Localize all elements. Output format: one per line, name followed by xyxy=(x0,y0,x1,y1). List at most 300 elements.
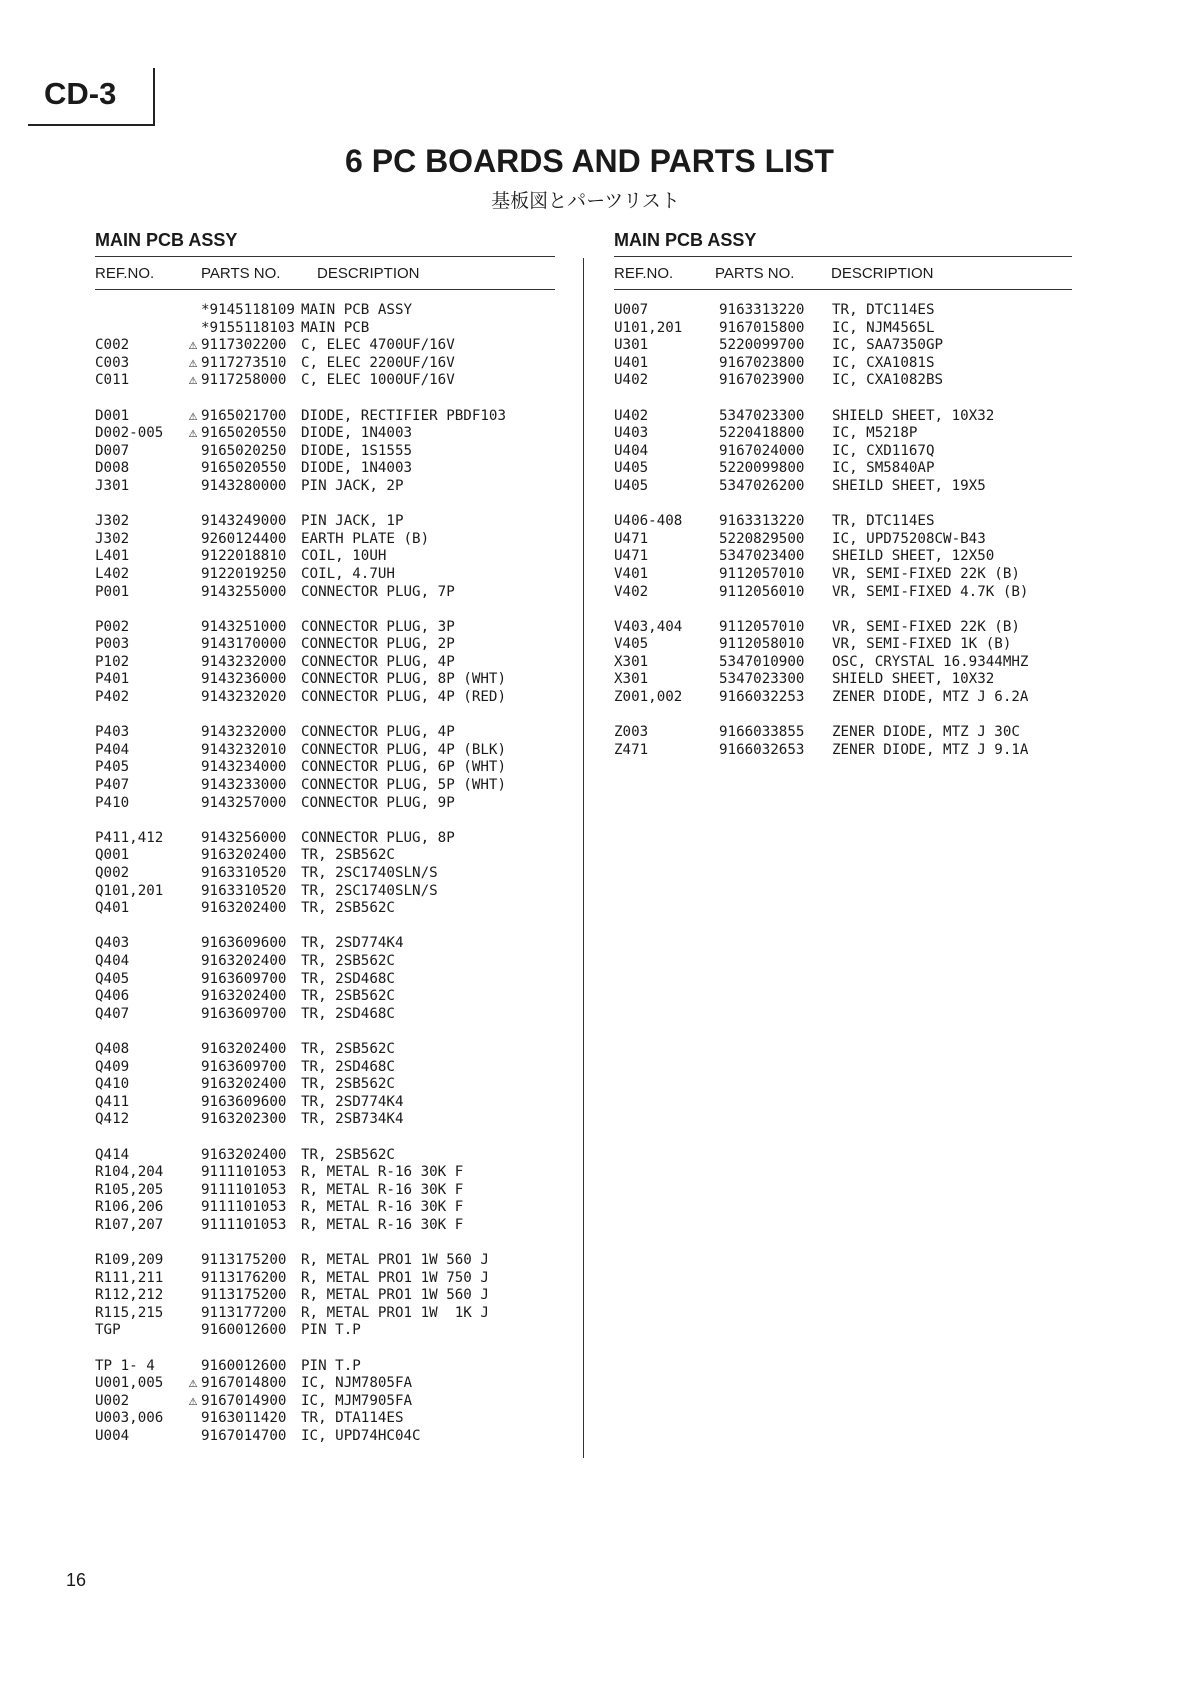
description-cell: TR, 2SD468C xyxy=(301,970,395,987)
table-row xyxy=(614,355,1072,373)
parts-group xyxy=(614,724,1072,759)
table-row xyxy=(95,302,555,320)
description-cell: TR, DTC114ES xyxy=(832,302,935,318)
table-row xyxy=(614,548,1072,566)
parts-no-cell: 9167023800 xyxy=(719,354,805,371)
safety-warning-icon xyxy=(185,654,201,672)
description-cell: CONNECTOR PLUG, 4P (RED) xyxy=(301,689,506,706)
table-row xyxy=(614,425,1072,443)
parts-no-cell: 9163202400 xyxy=(201,900,287,917)
parts-no-cell: 9167014900 xyxy=(201,1392,287,1409)
parts-no-cell: 9163609700 xyxy=(201,1005,287,1022)
page-subtitle-text: 基板図とパーツリスト xyxy=(491,190,680,212)
parts-no-cell: 9165021700 xyxy=(201,407,287,424)
parts-no-cell: 9167014800 xyxy=(201,1375,287,1392)
table-row xyxy=(95,1147,555,1165)
safety-warning-icon xyxy=(185,689,201,707)
ref-cell: U402 xyxy=(614,372,649,389)
ref-cell: U471 xyxy=(614,548,649,565)
ref-cell: V403,404 xyxy=(614,618,683,635)
parts-no-cell: 9163011420 xyxy=(201,1410,287,1427)
safety-warning-icon xyxy=(185,953,201,971)
ref-cell: U101,201 xyxy=(614,319,683,336)
parts-rows xyxy=(614,290,1072,759)
table-row xyxy=(95,1393,555,1411)
description-cell: R, METAL R-16 30K F xyxy=(301,1181,464,1198)
parts-no-cell: 9167014700 xyxy=(201,1428,287,1444)
table-row xyxy=(95,1059,555,1077)
ref-cell: Q409 xyxy=(95,1058,130,1075)
parts-no-cell: 9163609700 xyxy=(201,1058,287,1075)
section-title: MAIN PCB ASSY xyxy=(95,230,238,250)
ref-cell: V405 xyxy=(614,636,649,653)
ref-cell: P402 xyxy=(95,689,130,706)
ref-cell: U002 xyxy=(95,1392,130,1409)
ref-cell: Q405 xyxy=(95,970,130,987)
page-number: 16 xyxy=(66,1570,87,1590)
parts-no-cell: 9163609600 xyxy=(201,1093,287,1110)
ref-cell: P003 xyxy=(95,636,130,653)
safety-warning-icon xyxy=(185,548,201,566)
safety-warning-icon: ⚠ xyxy=(188,407,198,424)
table-row xyxy=(95,443,555,461)
parts-no-cell: 9163202400 xyxy=(201,1076,287,1093)
safety-warning-icon xyxy=(185,1182,201,1200)
ref-cell: D007 xyxy=(95,442,130,459)
parts-no-cell: 9113176200 xyxy=(201,1269,287,1286)
safety-warning-icon xyxy=(185,1164,201,1182)
ref-cell: Z471 xyxy=(614,741,649,758)
page-title-text: 6 PC BOARDS AND PARTS LIST xyxy=(345,143,834,179)
ref-cell: P410 xyxy=(95,794,130,811)
description-cell: IC, CXA1082BS xyxy=(832,372,944,389)
parts-no-cell: 9163202300 xyxy=(201,1111,287,1128)
table-row xyxy=(614,460,1072,478)
ref-cell: U301 xyxy=(614,337,649,354)
parts-no-cell: 9111101053 xyxy=(201,1164,287,1181)
safety-warning-icon xyxy=(185,619,201,637)
parts-no-cell: 9143249000 xyxy=(201,513,287,530)
description-cell: R, METAL PRO1 1W 1K J xyxy=(301,1304,489,1321)
parts-no-cell: 9165020550 xyxy=(201,460,287,477)
ref-cell: R105,205 xyxy=(95,1181,164,1198)
parts-no-cell: 9163202400 xyxy=(201,847,287,864)
safety-warning-icon xyxy=(185,531,201,549)
description-cell: CONNECTOR PLUG, 4P xyxy=(301,724,455,741)
ref-cell: R115,215 xyxy=(95,1304,164,1321)
ref-cell: U004 xyxy=(95,1428,130,1444)
parts-no-cell: 9112058010 xyxy=(719,636,805,653)
ref-cell: P404 xyxy=(95,741,130,758)
header-description: DESCRIPTION xyxy=(831,264,934,282)
header-description: DESCRIPTION xyxy=(317,264,420,282)
description-cell: DIODE, RECTIFIER PBDF103 xyxy=(301,407,506,424)
parts-no-cell: 5220418800 xyxy=(719,425,805,442)
table-row xyxy=(95,1375,555,1393)
ref-cell: J302 xyxy=(95,513,130,530)
description-cell: TR, 2SB562C xyxy=(301,1146,395,1163)
ref-cell: U471 xyxy=(614,530,649,547)
safety-warning-icon xyxy=(185,795,201,813)
table-row xyxy=(95,900,555,918)
parts-rows xyxy=(95,290,555,1446)
table-row xyxy=(614,408,1072,426)
description-cell: VR, SEMI-FIXED 1K (B) xyxy=(832,636,1012,653)
description-cell: DIODE, 1N4003 xyxy=(301,460,413,477)
description-cell: TR, 2SC1740SLN/S xyxy=(301,882,438,899)
parts-no-cell: 9111101053 xyxy=(201,1216,287,1233)
safety-warning-icon: ⚠ xyxy=(188,1375,198,1392)
table-row xyxy=(95,1199,555,1217)
ref-cell: Q407 xyxy=(95,1005,130,1022)
parts-group xyxy=(95,302,555,390)
description-cell: IC, UPD74HC04C xyxy=(301,1428,421,1444)
table-row xyxy=(614,513,1072,531)
parts-no-cell: 9167015800 xyxy=(719,319,805,336)
table-row xyxy=(95,883,555,901)
parts-no-cell: 9112057010 xyxy=(719,565,805,582)
table-row xyxy=(95,865,555,883)
description-cell: COIL, 10UH xyxy=(301,548,387,565)
parts-group xyxy=(614,408,1072,496)
ref-cell: Q401 xyxy=(95,900,130,917)
parts-no-cell: 9143255000 xyxy=(201,583,287,600)
safety-warning-icon xyxy=(185,1094,201,1112)
description-cell: MAIN PCB ASSY xyxy=(301,302,413,318)
table-row xyxy=(614,443,1072,461)
safety-warning-icon xyxy=(185,1076,201,1094)
table-row xyxy=(95,513,555,531)
ref-cell: Q414 xyxy=(95,1146,130,1163)
table-row xyxy=(95,408,555,426)
ref-cell: U001,005 xyxy=(95,1375,164,1392)
ref-cell: U405 xyxy=(614,460,649,477)
ref-cell: U403 xyxy=(614,425,649,442)
safety-warning-icon xyxy=(185,830,201,848)
description-cell: R, METAL PRO1 1W 560 J xyxy=(301,1287,489,1304)
table-row xyxy=(95,636,555,654)
table-row xyxy=(95,1358,555,1376)
safety-warning-icon xyxy=(185,460,201,478)
table-row xyxy=(614,636,1072,654)
ref-cell: Q412 xyxy=(95,1111,130,1128)
safety-warning-icon: ⚠ xyxy=(188,354,198,371)
safety-warning-icon xyxy=(185,724,201,742)
safety-warning-icon xyxy=(185,1059,201,1077)
column-headers xyxy=(95,257,555,289)
description-cell: CONNECTOR PLUG, 2P xyxy=(301,636,455,653)
page-title xyxy=(0,143,1191,180)
description-cell: TR, 2SB562C xyxy=(301,952,395,969)
parts-no-cell: 9163202400 xyxy=(201,1146,287,1163)
table-row xyxy=(95,372,555,390)
ref-cell: Z003 xyxy=(614,724,649,741)
table-row xyxy=(614,337,1072,355)
table-row xyxy=(95,1111,555,1129)
safety-warning-icon xyxy=(185,1358,201,1376)
table-row xyxy=(95,1270,555,1288)
parts-no-cell: 9113177200 xyxy=(201,1304,287,1321)
safety-warning-icon xyxy=(185,671,201,689)
description-cell: VR, SEMI-FIXED 4.7K (B) xyxy=(832,583,1029,600)
model-rule-vertical xyxy=(153,68,155,126)
safety-warning-icon xyxy=(185,935,201,953)
table-row xyxy=(95,460,555,478)
parts-list-left xyxy=(95,230,555,1463)
ref-cell: U404 xyxy=(614,442,649,459)
ref-cell: P405 xyxy=(95,759,130,776)
table-row xyxy=(95,795,555,813)
table-row xyxy=(614,478,1072,496)
parts-no-cell: 9163310520 xyxy=(201,882,287,899)
table-row xyxy=(614,302,1072,320)
safety-warning-icon: ⚠ xyxy=(188,337,198,354)
description-cell: CONNECTOR PLUG, 3P xyxy=(301,618,455,635)
ref-cell: J302 xyxy=(95,530,130,547)
table-row xyxy=(95,724,555,742)
ref-cell: Q404 xyxy=(95,952,130,969)
table-row xyxy=(95,566,555,584)
parts-no-cell: 9165020250 xyxy=(201,442,287,459)
description-cell: CONNECTOR PLUG, 8P (WHT) xyxy=(301,671,506,688)
table-row xyxy=(95,1041,555,1059)
parts-no-cell: 5347026200 xyxy=(719,477,805,494)
parts-no-cell: 9143232000 xyxy=(201,653,287,670)
description-cell: R, METAL PRO1 1W 560 J xyxy=(301,1252,489,1269)
table-row xyxy=(95,584,555,602)
parts-no-cell: 9113175200 xyxy=(201,1252,287,1269)
table-row xyxy=(95,847,555,865)
table-row xyxy=(614,671,1072,689)
parts-no-cell: 9143232020 xyxy=(201,689,287,706)
table-row xyxy=(614,654,1072,672)
safety-warning-icon xyxy=(185,1322,201,1340)
ref-cell: J301 xyxy=(95,477,130,494)
ref-cell: Z001,002 xyxy=(614,689,683,706)
table-row xyxy=(614,584,1072,602)
description-cell: C, ELEC 4700UF/16V xyxy=(301,337,455,354)
model-label: CD-3 xyxy=(44,76,117,111)
parts-no-cell: 9163202400 xyxy=(201,952,287,969)
ref-cell: P102 xyxy=(95,653,130,670)
safety-warning-icon xyxy=(185,883,201,901)
parts-no-cell: 9163609600 xyxy=(201,935,287,952)
column-divider xyxy=(583,258,584,1458)
table-row xyxy=(95,988,555,1006)
ref-cell: R109,209 xyxy=(95,1252,164,1269)
table-row xyxy=(95,671,555,689)
parts-no-cell: 5347023400 xyxy=(719,548,805,565)
description-cell: TR, 2SB562C xyxy=(301,1040,395,1057)
ref-cell: U007 xyxy=(614,302,649,318)
safety-warning-icon xyxy=(185,478,201,496)
ref-cell: P401 xyxy=(95,671,130,688)
parts-no-cell: 9143234000 xyxy=(201,759,287,776)
table-row xyxy=(95,1182,555,1200)
table-row xyxy=(614,320,1072,338)
table-row xyxy=(95,1322,555,1340)
page-subtitle xyxy=(0,186,1191,213)
table-row xyxy=(95,953,555,971)
parts-no-cell: 9117273510 xyxy=(201,354,287,371)
description-cell: TR, 2SB734K4 xyxy=(301,1111,404,1128)
ref-cell: U402 xyxy=(614,407,649,424)
safety-warning-icon xyxy=(185,302,201,320)
ref-cell: R106,206 xyxy=(95,1199,164,1216)
description-cell: PIN JACK, 1P xyxy=(301,513,404,530)
description-cell: C, ELEC 1000UF/16V xyxy=(301,372,455,389)
description-cell: CONNECTOR PLUG, 9P xyxy=(301,794,455,811)
description-cell: CONNECTOR PLUG, 4P xyxy=(301,653,455,670)
description-cell: IC, UPD75208CW-B43 xyxy=(832,530,986,547)
parts-no-cell: 9122018810 xyxy=(201,548,287,565)
parts-group xyxy=(95,724,555,812)
parts-no-cell: 9163310520 xyxy=(201,865,287,881)
description-cell: DIODE, 1S1555 xyxy=(301,442,413,459)
safety-warning-icon xyxy=(185,1041,201,1059)
parts-no-cell: 5220099700 xyxy=(719,337,805,354)
description-cell: PIN JACK, 2P xyxy=(301,477,404,494)
header-parts-no: PARTS NO. xyxy=(715,264,795,282)
table-row xyxy=(614,531,1072,549)
parts-group xyxy=(95,513,555,601)
ref-cell: L401 xyxy=(95,548,130,565)
description-cell: R, METAL R-16 30K F xyxy=(301,1164,464,1181)
column-headers xyxy=(614,257,1072,289)
ref-cell: U405 xyxy=(614,477,649,494)
parts-no-cell: 9112057010 xyxy=(719,618,805,635)
table-row xyxy=(95,355,555,373)
parts-no-cell: 9143232000 xyxy=(201,724,287,741)
table-row xyxy=(95,1305,555,1323)
description-cell: R, METAL R-16 30K F xyxy=(301,1216,464,1233)
table-row xyxy=(614,742,1072,760)
parts-no-cell: 9111101053 xyxy=(201,1199,287,1216)
safety-warning-icon xyxy=(185,971,201,989)
table-row xyxy=(95,531,555,549)
parts-no-cell: 9143256000 xyxy=(201,829,287,846)
ref-cell: Q002 xyxy=(95,865,130,881)
parts-no-cell: 9112056010 xyxy=(719,583,805,600)
description-cell: PIN T.P xyxy=(301,1322,361,1339)
parts-group xyxy=(95,619,555,707)
ref-cell: Q406 xyxy=(95,988,130,1005)
safety-warning-icon xyxy=(185,443,201,461)
table-row xyxy=(95,1410,555,1428)
ref-cell: P002 xyxy=(95,618,130,635)
safety-warning-icon xyxy=(185,584,201,602)
table-row xyxy=(614,566,1072,584)
description-cell: VR, SEMI-FIXED 22K (B) xyxy=(832,565,1020,582)
parts-list-right xyxy=(614,230,1072,777)
parts-no-cell: 9117302200 xyxy=(201,337,287,354)
ref-cell: U406-408 xyxy=(614,513,683,530)
ref-cell: P403 xyxy=(95,724,130,741)
table-row xyxy=(614,724,1072,742)
description-cell: IC, CXD1167Q xyxy=(832,442,935,459)
description-cell: TR, 2SB562C xyxy=(301,1076,395,1093)
header-parts-no: PARTS NO. xyxy=(201,264,281,282)
table-row xyxy=(95,654,555,672)
ref-cell xyxy=(95,320,185,338)
ref-cell: C011 xyxy=(95,372,130,389)
table-row xyxy=(614,619,1072,637)
description-cell: ZENER DIODE, MTZ J 9.1A xyxy=(832,741,1029,758)
description-cell: DIODE, 1N4003 xyxy=(301,425,413,442)
parts-no-cell: 9117258000 xyxy=(201,372,287,389)
ref-cell xyxy=(95,302,185,320)
table-row xyxy=(95,830,555,848)
description-cell: SHEILD SHEET, 19X5 xyxy=(832,477,986,494)
table-row xyxy=(614,689,1072,707)
safety-warning-icon xyxy=(185,566,201,584)
ref-cell: V401 xyxy=(614,565,649,582)
ref-cell: R107,207 xyxy=(95,1216,164,1233)
description-cell: OSC, CRYSTAL 16.9344MHZ xyxy=(832,653,1029,670)
ref-cell: TGP xyxy=(95,1322,121,1339)
safety-warning-icon xyxy=(185,742,201,760)
parts-group xyxy=(95,1358,555,1446)
parts-no-cell: *9155118103 xyxy=(201,319,295,336)
parts-no-cell: 9143251000 xyxy=(201,618,287,635)
ref-cell: V402 xyxy=(614,583,649,600)
parts-no-cell: 9113175200 xyxy=(201,1287,287,1304)
ref-cell: D001 xyxy=(95,407,130,424)
description-cell: TR, 2SD468C xyxy=(301,1058,395,1075)
parts-group xyxy=(95,1041,555,1129)
table-row xyxy=(95,777,555,795)
safety-warning-icon xyxy=(185,865,201,883)
safety-warning-icon xyxy=(185,988,201,1006)
description-cell: SHEILD SHEET, 12X50 xyxy=(832,548,995,565)
description-cell: IC, SM5840AP xyxy=(832,460,935,477)
description-cell: CONNECTOR PLUG, 7P xyxy=(301,583,455,600)
parts-group xyxy=(95,1252,555,1340)
ref-cell: D002-005 xyxy=(95,425,164,442)
description-cell: TR, 2SD774K4 xyxy=(301,935,404,952)
parts-no-cell: 9143233000 xyxy=(201,777,287,794)
description-cell: PIN T.P xyxy=(301,1357,361,1374)
safety-warning-icon xyxy=(185,513,201,531)
description-cell: TR, 2SB562C xyxy=(301,847,395,864)
table-row xyxy=(95,1252,555,1270)
parts-no-cell: 9167024000 xyxy=(719,442,805,459)
safety-warning-icon: ⚠ xyxy=(188,1392,198,1409)
table-row xyxy=(95,1006,555,1024)
table-row xyxy=(95,935,555,953)
parts-no-cell: 9111101053 xyxy=(201,1181,287,1198)
parts-group xyxy=(95,1147,555,1235)
description-cell: R, METAL R-16 30K F xyxy=(301,1199,464,1216)
ref-cell: P411,412 xyxy=(95,829,164,846)
ref-cell: D008 xyxy=(95,460,130,477)
parts-group xyxy=(614,513,1072,601)
parts-no-cell: 5220829500 xyxy=(719,530,805,547)
safety-warning-icon xyxy=(185,759,201,777)
table-row xyxy=(95,742,555,760)
ref-cell: C003 xyxy=(95,354,130,371)
ref-cell: Q001 xyxy=(95,847,130,864)
safety-warning-icon xyxy=(185,1410,201,1428)
table-row xyxy=(95,1217,555,1235)
description-cell: IC, MJM7905FA xyxy=(301,1392,413,1409)
parts-no-cell: 9143280000 xyxy=(201,477,287,494)
description-cell: CONNECTOR PLUG, 8P xyxy=(301,829,455,846)
model-rule-horizontal xyxy=(28,124,155,126)
description-cell: SHIELD SHEET, 10X32 xyxy=(832,671,995,688)
parts-no-cell: 9160012600 xyxy=(201,1357,287,1374)
parts-no-cell: 9167023900 xyxy=(719,372,805,389)
